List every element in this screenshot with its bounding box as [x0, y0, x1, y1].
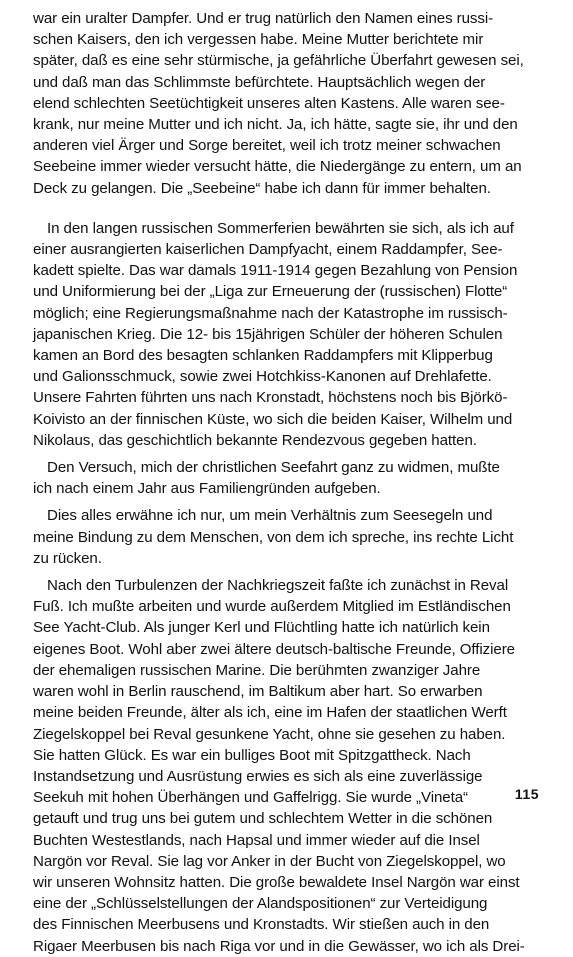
paragraph-4: Dies alles erwähne ich nur, um mein Verhältnis zum Seesegeln und meine Bindung zu dem Menschen, von dem ich spreche, ins rechte Licht zu rücken.	[33, 507, 514, 567]
paragraph-2: In den langen russischen Sommerferien bewährten sie sich, als ich auf einer ausrangierten kaiserlichen Dampfyacht, einem Raddampfer, See- kadett spielte. Das war damals 1911-1914 gegen Bezahlung von Pension und Uniformierung bei der „Liga zur Erneuerung der (russischen) Flotte“ möglich; eine Regierungsmaßnahme nach der Katastrophe im russisch- japanischen Krieg. Die 12- bis 15jährigen Schüler der höheren Schulen kamen an Bord des besagten schlanken Raddampfers mit Klipperbug und Galionsschmuck, sowie zwei Hotchkiss-Kanonen auf Drehlafette. Unsere Fahrten führten uns nach Kronstadt, höchstens noch bis Björkö- Koivisto an der finnischen Küste, wo sich die beiden Kaiser, Wilhelm und Nikolaus, das geschichtlich bekannte Rendezvous gegeben hatten.	[33, 219, 518, 449]
book-page	[33, 8, 543, 957]
paragraph-1: war ein uralter Dampfer. Und er trug natürlich den Namen eines russi- schen Kaisers, den ich vergessen habe. Meine Mutter berichtete mir später, daß es eine sehr stürmische, ja gefährliche Überfahrt gewesen sei, und daß man das Schlimmste befürchtete. Hauptsächlich wegen der elend schlechten Seetüchtigkeit unseres alten Kastens. Alle waren see- krank, nur meine Mutter und ich nicht. Ja, ich hätte, sagte sie, ihr und den anderen viel Ärger und Sorge bereitet, weil ich trotz meiner schwachen Seebeine immer wieder versucht hätte, die Niedergänge zu entern, um an Deck zu gelangen. Die „Seebeine“ habe ich dann für immer behalten.	[33, 10, 524, 197]
paragraph-3: Den Versuch, mich der christlichen Seefahrt ganz zu widmen, mußte ich nach einem Jahr aus Familiengründen aufgeben.	[33, 459, 500, 498]
paragraph-5: Nach den Turbulenzen der Nachkriegszeit faßte ich zunächst in Reval Fuß. Ich mußte arbeiten und wurde außerdem Mitglied im Estländischen See Yacht-Club. Als junger Kerl und Flüchtling hatte ich natürlich kein eigenes Boot. Wohl aber zwei ältere deutsch-baltische Freunde, Offiziere der ehemaligen russischen Marine. Die berühmten zwanziger Jahre waren wohl in Berlin rauschend, im Baltikum aber hart. So erwarben meine beiden Freunde, älter als ich, eine im Hafen der staatlichen Werft Ziegelskoppel bei Reval gesunkene Yacht, ohne sie gesehen zu haben. Sie hatten Glück. Es war ein bulliges Boot mit Spitzgattheck. Nach Instandsetzung und Ausrüstung erwies es sich als eine zuverlässige Seekuh mit hohen Überhängen und Gaffelrigg. Sie wurde „Vineta“ getauft und trug uns bei gutem und schlechtem Wetter in die schönen Buchten Westestlands, nach Hapsal und immer wieder auf die Insel Nargön vor Reval. Sie lag vor Anker in der Bucht von Ziegelskoppel, wo wir unseren Wohnsitz hatten. Die große bewaldete Insel Nargön war einst eine der „Schlüsselstellungen der Alandspositionen“ zur Verteidigung des Finnischen Meerbusens und Kronstadts. Wir stießen auch in den Rigaer Meerbusen bis nach Riga vor und in die Gewässer, wo ich als Drei-	[33, 577, 525, 955]
page-number: 115	[514, 786, 539, 802]
